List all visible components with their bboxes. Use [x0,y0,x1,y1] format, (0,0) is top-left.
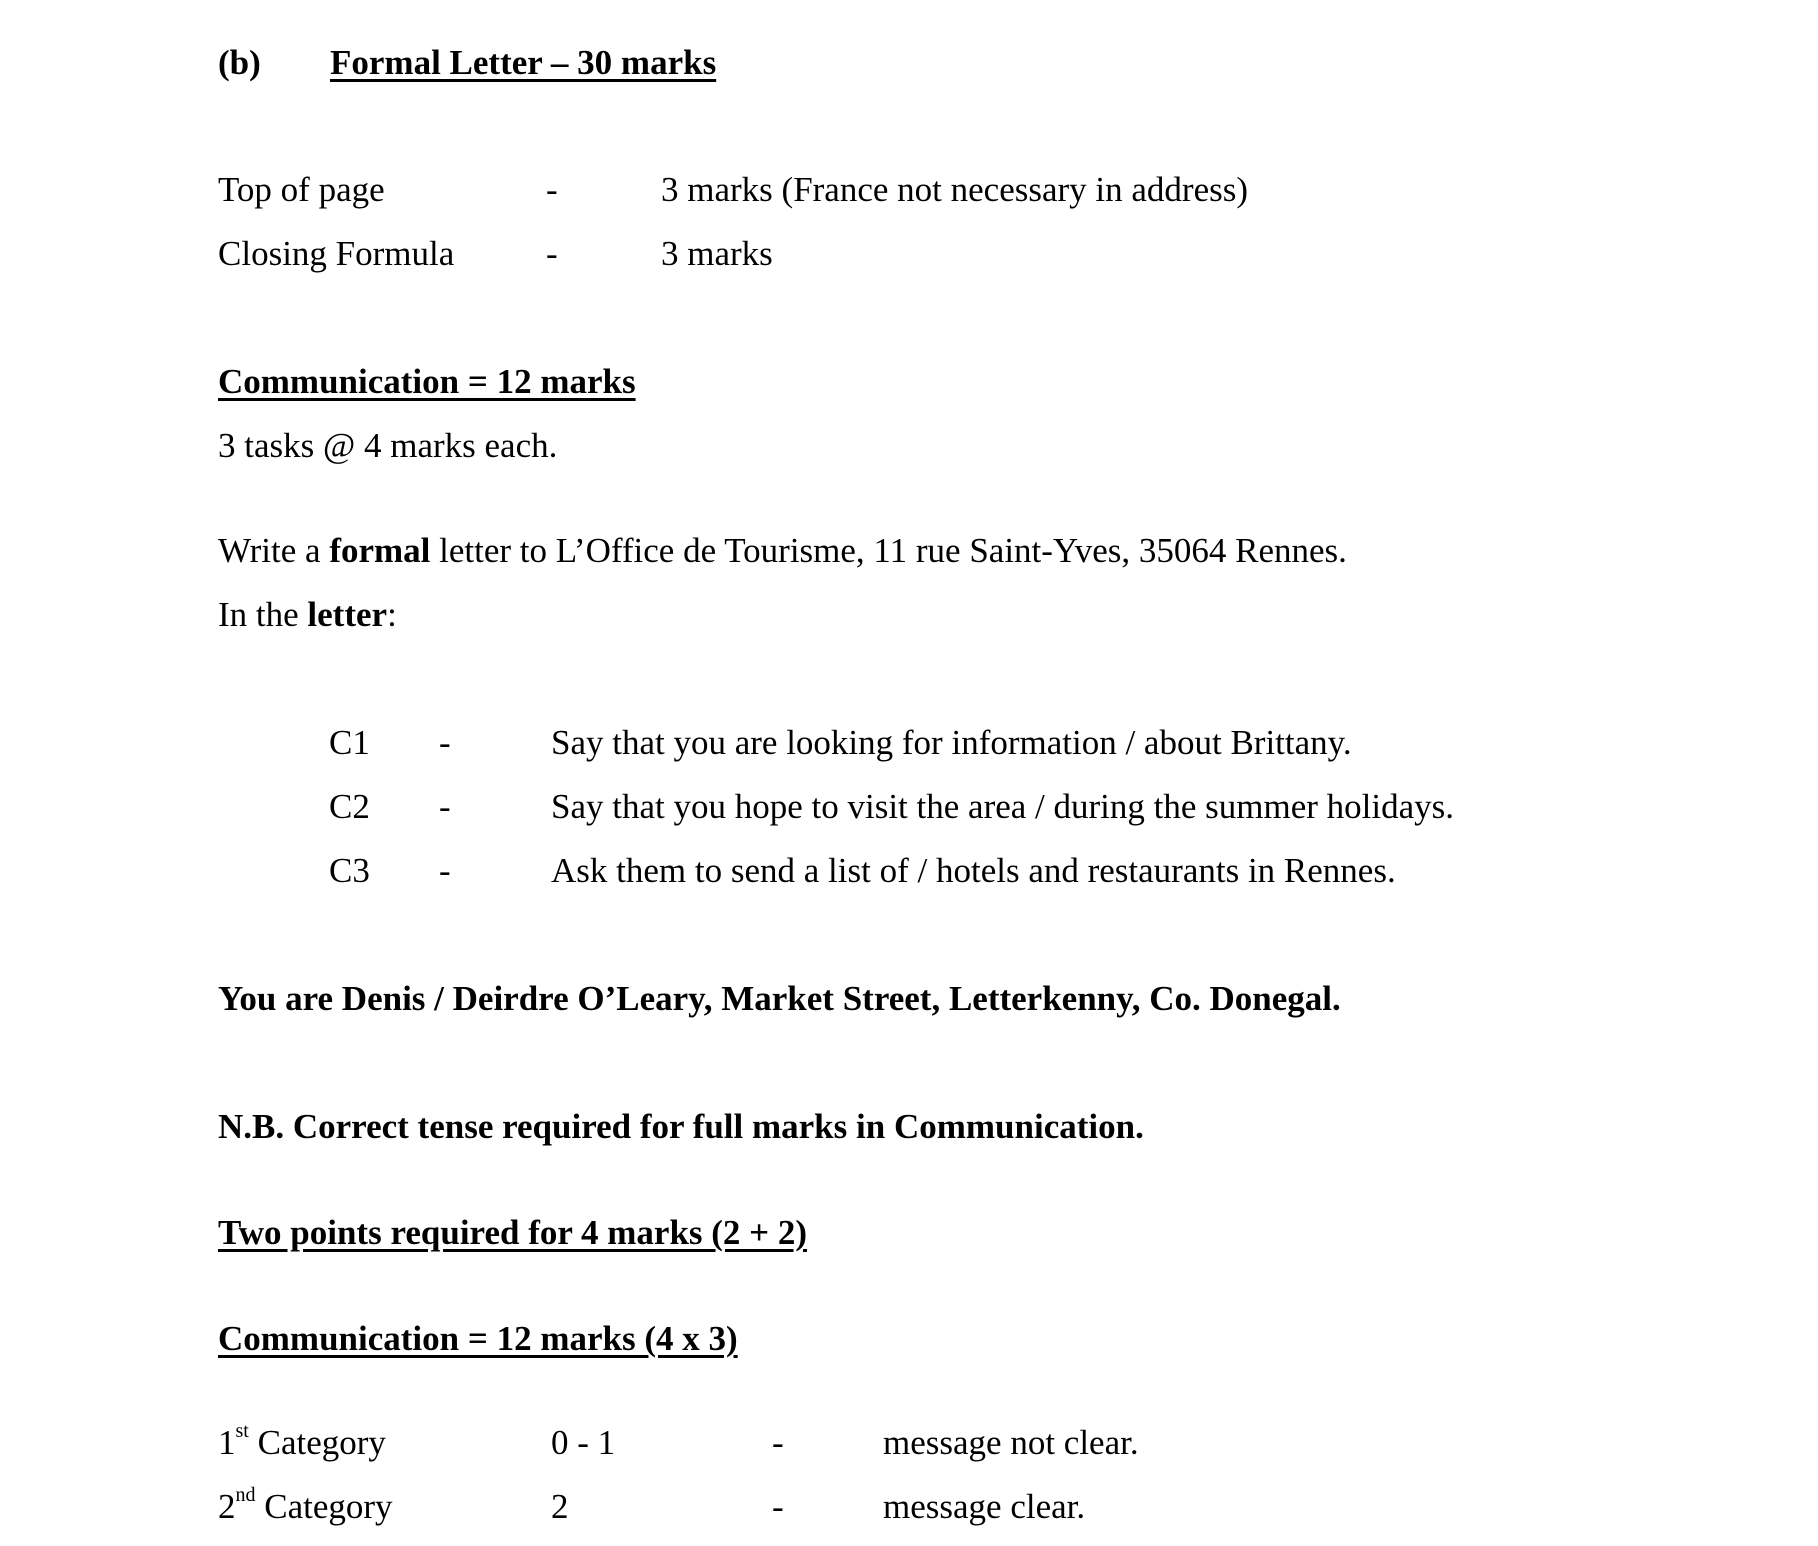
tasks-note: 3 tasks @ 4 marks each. [218,426,558,465]
instruction-post: letter to L’Office de Tourisme, 11 rue Saint-Yves, 35064 Rennes. [430,531,1347,570]
task-code: C3 [329,851,370,890]
communication-heading: Communication = 12 marks [218,362,636,401]
format-value: 3 marks (France not necessary in address) [661,170,1249,209]
instruction-bold: formal [329,531,431,570]
task-dash: - [439,851,451,890]
instruction-pre: Write a [218,531,330,570]
task-text: Say that you are looking for information / about Brittany. [551,723,1352,762]
in-letter-bold: letter [307,595,388,634]
category-description: message clear. [883,1487,1086,1526]
task-code: C2 [329,787,370,826]
section-title: Formal Letter – 30 marks [330,43,717,82]
communication-breakdown-heading: Communication = 12 marks (4 x 3) [218,1319,738,1358]
two-points-heading: Two points required for 4 marks (2 + 2) [218,1213,808,1252]
task-text: Say that you hope to visit the area / during the summer holidays. [551,787,1455,826]
format-value: 3 marks [661,234,773,273]
task-dash: - [439,723,451,762]
category-dash: - [772,1423,784,1462]
format-dash: - [546,170,558,209]
section-label: (b) [218,43,261,82]
format-item: Top of page [218,170,385,209]
nb-note: N.B. Correct tense required for full marks in Communication. [218,1107,1144,1146]
category-dash: - [772,1487,784,1526]
in-letter [218,597,397,632]
in-letter-post: : [387,595,397,634]
category-label: 1st Category [218,1420,386,1462]
category-score: 2 [551,1487,569,1526]
category-label: 2nd Category [218,1484,393,1526]
category-score: 0 - 1 [551,1423,616,1462]
format-dash: - [546,234,558,273]
in-letter-pre: In the [218,595,308,634]
identity-statement: You are Denis / Deirdre O’Leary, Market Street, Letterkenny, Co. Donegal. [218,979,1341,1018]
task-dash: - [439,787,451,826]
instruction [218,533,1347,568]
task-code: C1 [329,723,370,762]
format-item: Closing Formula [218,234,455,273]
task-text: Ask them to send a list of / hotels and restaurants in Rennes. [551,851,1396,890]
category-description: message not clear. [883,1423,1139,1462]
